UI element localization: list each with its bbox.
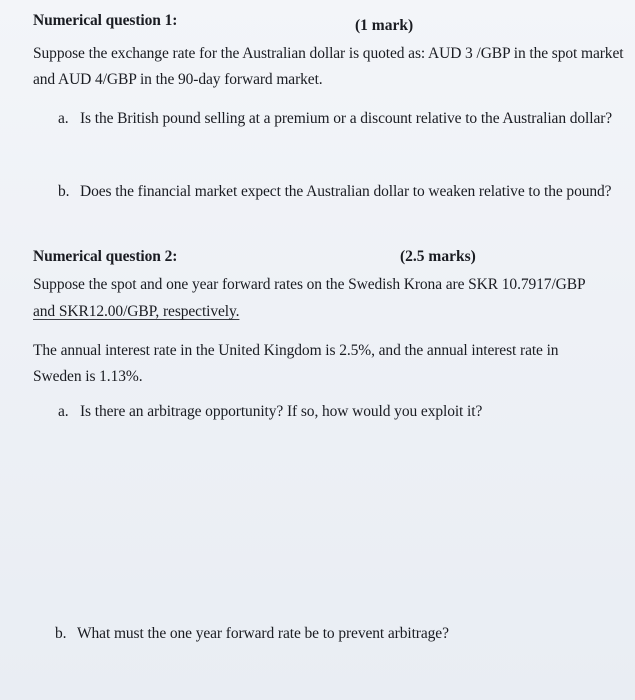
q2-text-line2: and SKR12.00/GBP, respectively. xyxy=(33,303,240,320)
q1-item-a xyxy=(58,109,612,129)
q2-text-line1: Suppose the spot and one year forward rates on the Swedish Krona are SKR 10.7917/GBP xyxy=(33,276,586,293)
q2-item-b xyxy=(55,624,449,644)
q1-text-line1: Suppose the exchange rate for the Australian dollar is quoted as: AUD 3 /GBP in the spot market xyxy=(33,45,624,62)
q2-item-b-text: What must the one year forward rate be to prevent arbitrage? xyxy=(77,625,449,642)
q1-marks: (1 mark) xyxy=(355,17,414,34)
q2-item-a-text: Is there an arbitrage opportunity? If so, how would you exploit it? xyxy=(80,403,483,420)
q2-item-a xyxy=(58,402,482,422)
q2-item-b-letter: b. xyxy=(55,625,67,642)
q1-text-line2: and AUD 4/GBP in the 90-day forward market. xyxy=(33,71,323,88)
q2-item-a-letter: a. xyxy=(58,403,69,420)
q1-title: Numerical question 1: xyxy=(33,12,178,29)
q1-item-a-letter: a. xyxy=(58,110,69,127)
q2-marks: (2.5 marks) xyxy=(400,248,476,265)
q1-item-b xyxy=(58,182,611,202)
q1-item-a-text: Is the British pound selling at a premium or a discount relative to the Australian dollar? xyxy=(80,110,613,127)
q1-item-b-letter: b. xyxy=(58,183,70,200)
q2-text-line3: The annual interest rate in the United Kingdom is 2.5%, and the annual interest rate in xyxy=(33,342,559,359)
q2-text-line4: Sweden is 1.13%. xyxy=(33,368,143,385)
q2-title: Numerical question 2: xyxy=(33,248,178,265)
q1-item-b-text: Does the financial market expect the Australian dollar to weaken relative to the pound? xyxy=(80,183,612,200)
